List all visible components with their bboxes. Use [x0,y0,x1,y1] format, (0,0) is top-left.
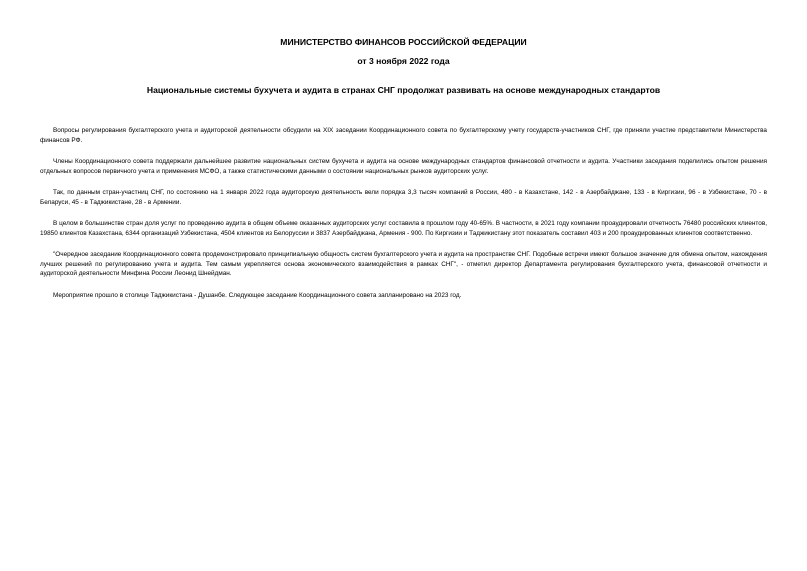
paragraph-3: Так, по данным стран-участниц СНГ, по состоянию на 1 января 2022 года аудиторскую деятельность вели порядка 3,3 тысяч компаний в России, 480 - в Казахстане, 142 - в Азербайджане, 133 - в Киргизии, 96 - в Узбекистане, 70 - в Беларуси, 45 - в Таджикистане, 28 - в Армении. [40,189,767,206]
organization-heading: МИНИСТЕРСТВО ФИНАНСОВ РОССИЙСКОЙ ФЕДЕРАЦИИ [280,37,527,47]
paragraph-5: "Очередное заседание Координационного совета продемонстрировало принципиальную общность систем бухгалтерского учета и аудита на пространстве СНГ. Подобные встречи имеют большое значение для обмена опытом, нахождения лучших решений по регулированию учета и аудита. Тем самым укрепляется основа экономического взаимодействия в рамках СНГ", - отметил директор Департамента регулирования бухгалтерского учета, финансовой отчетности и аудиторской деятельности Минфина России Леонид Шнейдман. [40,251,767,277]
paragraph-1: Вопросы регулирования бухгалтерского учета и аудиторской деятельности обсудили на XIX заседании Координационного совета по бухгалтерскому учету государств-участников СНГ, где приняли участие представители Министерства финансов РФ. [40,127,767,144]
document-date: от 3 ноября 2022 года [357,56,450,66]
paragraph-6: Мероприятие прошло в столице Таджикистана - Душанбе. Следующее заседание Координационного совета запланировано на 2023 год. [53,291,462,299]
document-title: Национальные системы бухучета и аудита в странах СНГ продолжат развивать на основе международных стандартов [146,85,661,95]
paragraph-2: Члены Координационного совета поддержали дальнейшее развитие национальных систем бухучета и аудита на основе международных стандартов финансовой отчетности и аудита. Участники заседания поделились опытом решения отдельных вопросов первичного учета и применения МСФО, а также статистическими данными о состоянии национальных рынков аудиторских услуг. [40,158,767,175]
paragraph-4: В целом в большинстве стран доля услуг по проведению аудита в общем объеме оказанных аудиторских услуг составила в прошлом году 40-65%. В частности, в 2021 году компании проаудировали отчетность 76480 российских клиентов, 19850 клиентов Казахстана, 6344 организаций Узбекистана, 4504 клиентов из Белоруссии и 3837 Азербайджана, Армения - 900. По Киргизии и Таджикистану этот показатель составил 403 и 200 проаудированных клиентов соответственно. [40,220,767,237]
document-body [40,126,767,312]
